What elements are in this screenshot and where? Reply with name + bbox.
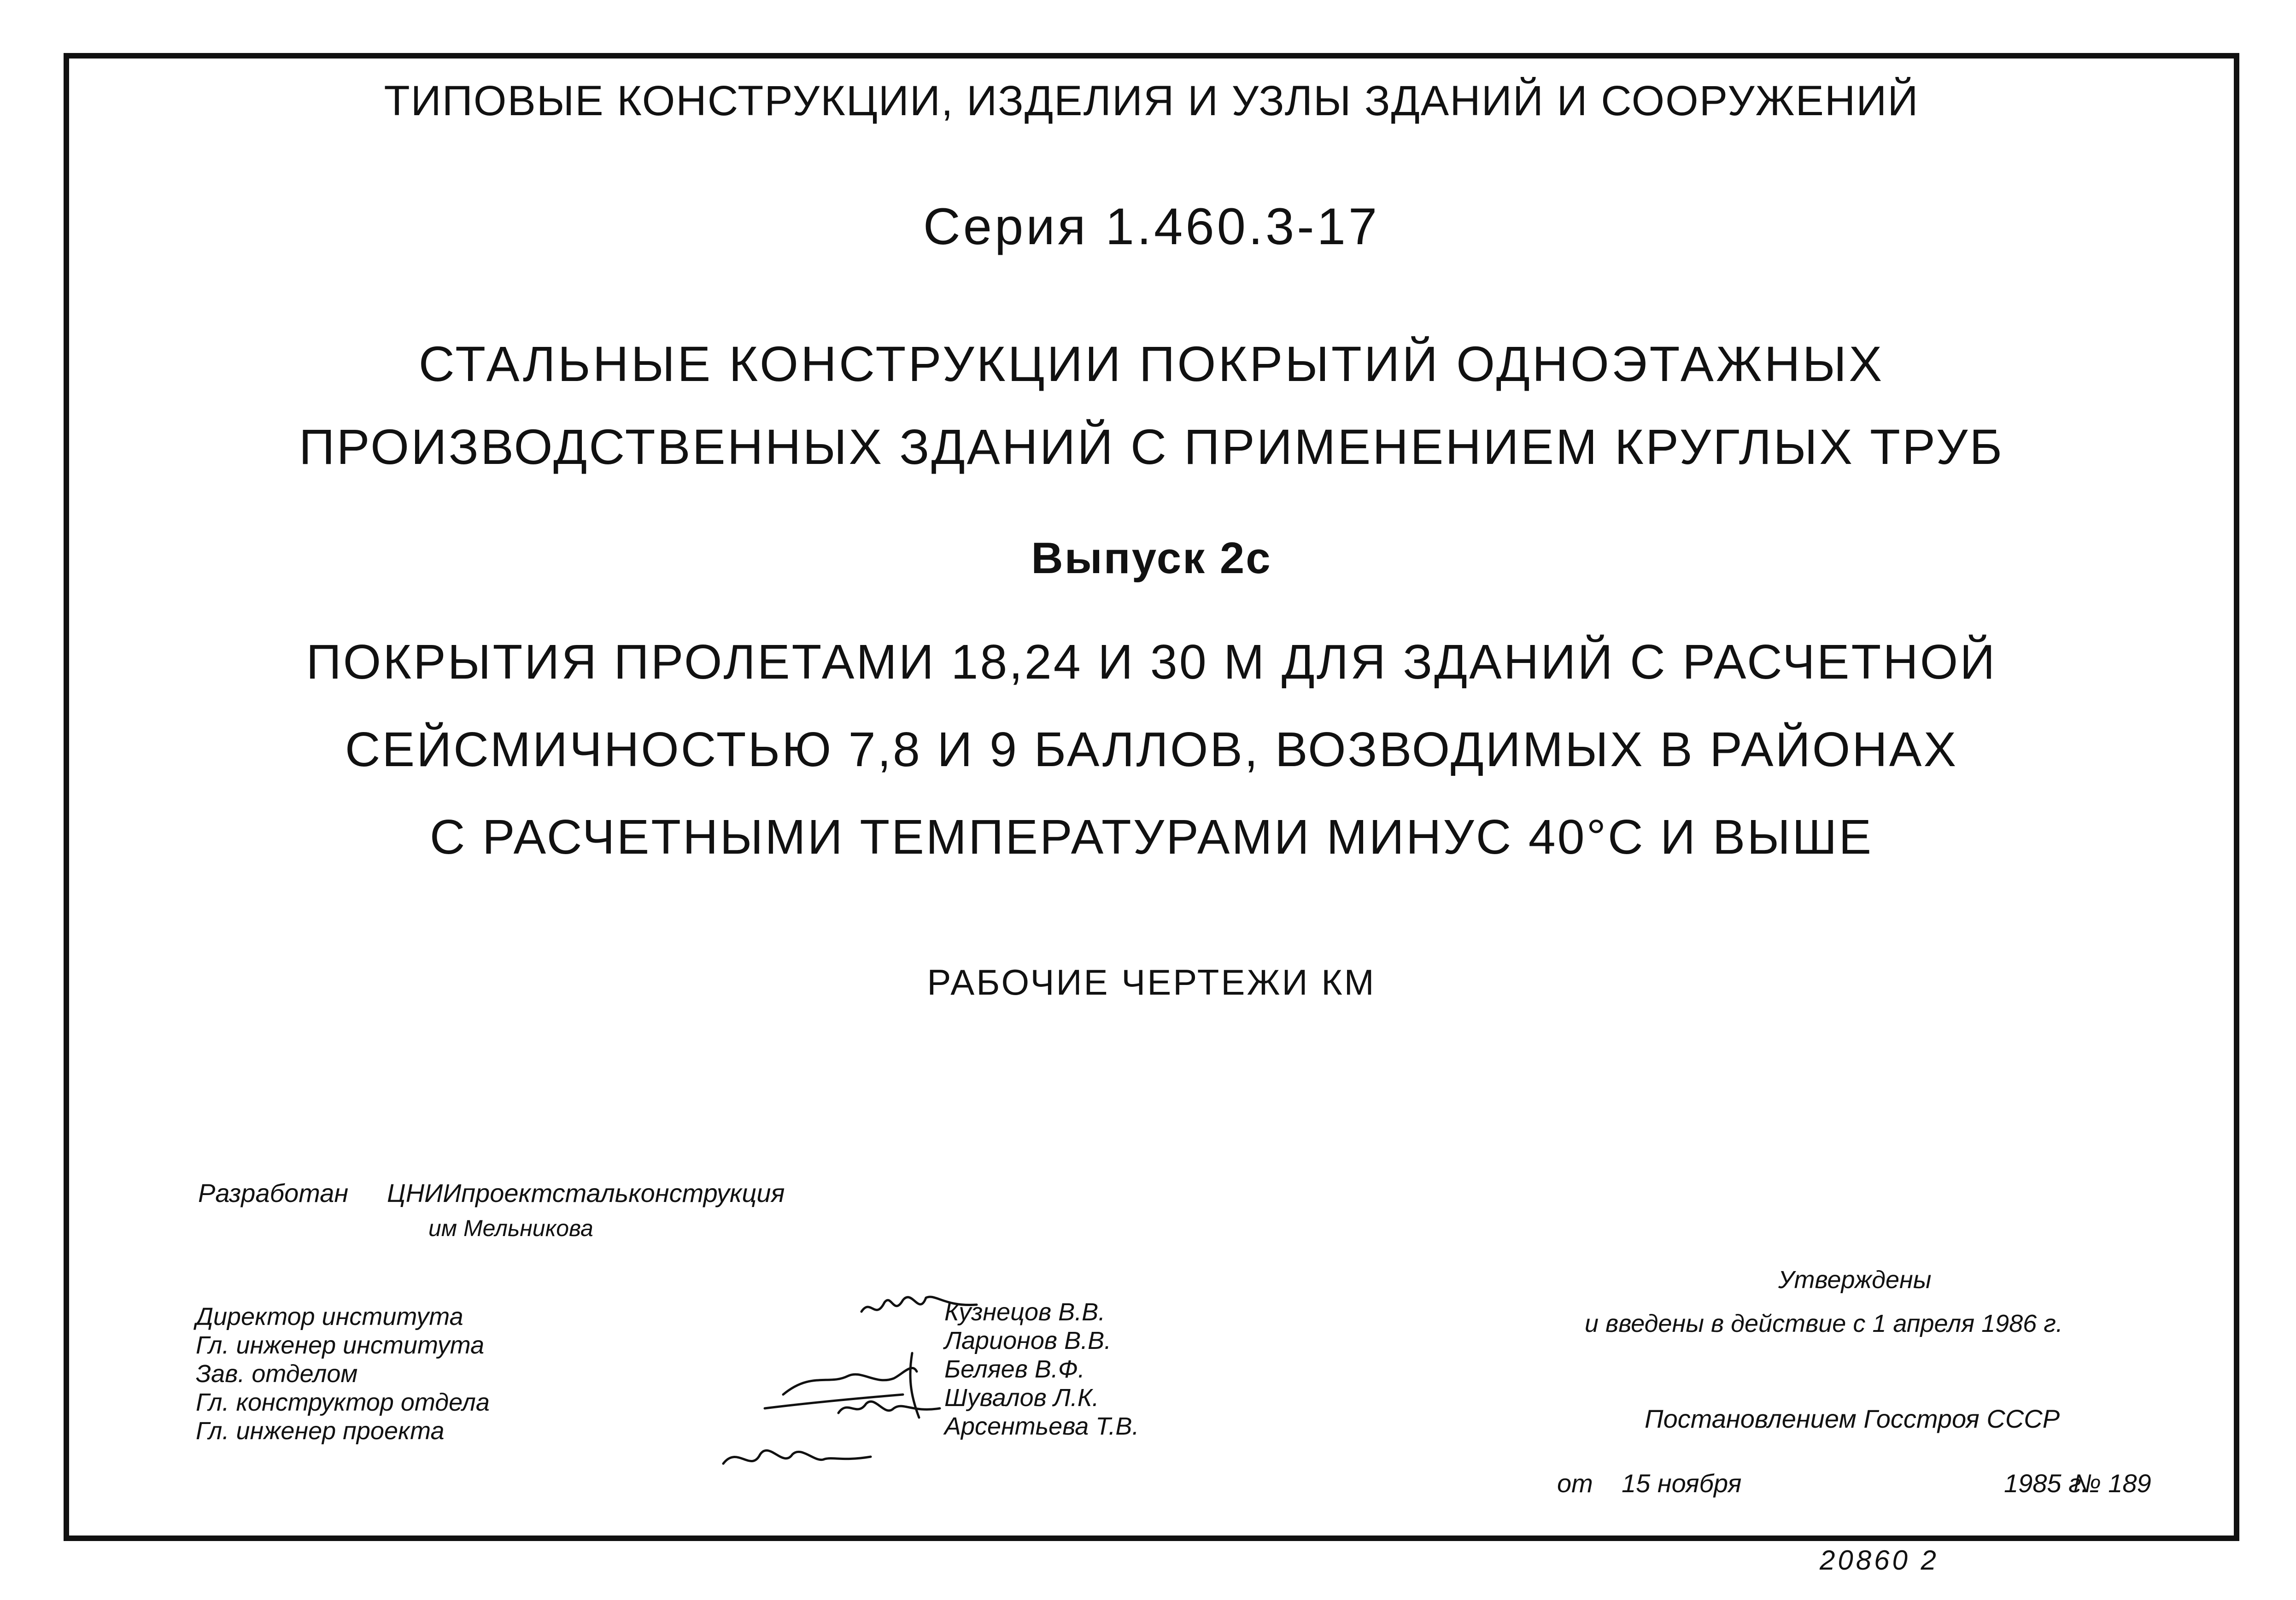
staff-name: Беляев В.Ф. xyxy=(944,1355,1085,1383)
document-kind: РАБОЧИЕ ЧЕРТЕЖИ КМ xyxy=(927,962,1376,1002)
subtitle-line-2: СЕЙСМИЧНОСТЬЮ 7,8 И 9 БАЛЛОВ, ВОЗВОДИМЫХ В РАЙОНАХ xyxy=(345,722,1958,777)
staff-name: Арсентьева Т.В. xyxy=(944,1412,1139,1440)
staff-post: Гл. инженер института xyxy=(196,1331,485,1359)
issue-number: Выпуск 2с xyxy=(1031,533,1272,583)
series-number: Серия 1.460.3-17 xyxy=(923,198,1380,255)
collection-heading: ТИПОВЫЕ КОНСТРУКЦИИ, ИЗДЕЛИЯ И УЗЛЫ ЗДАНИЙ И СООРУЖЕНИЙ xyxy=(384,77,1919,124)
inventory-number: 20860 2 xyxy=(1820,1545,1939,1576)
decree-year: 1985 г. xyxy=(2004,1469,2089,1498)
subtitle-line-3: С РАСЧЕТНЫМИ ТЕМПЕРАТУРАМИ МИНУС 40°С И ВЫШЕ xyxy=(429,810,1874,864)
approval-decree: Постановлением Госстроя СССР xyxy=(1645,1404,2060,1433)
title-line-2: ПРОИЗВОДСТВЕННЫХ ЗДАНИЙ С ПРИМЕНЕНИЕМ КРУГЛЫХ ТРУБ xyxy=(299,419,2004,475)
decree-number: № 189 xyxy=(2073,1469,2151,1498)
staff-name: Кузнецов В.В. xyxy=(944,1298,1106,1326)
staff-post: Зав. отделом xyxy=(196,1360,358,1388)
staff-name: Ларионов В.В. xyxy=(944,1327,1112,1354)
staff-posts xyxy=(196,1302,490,1445)
staff-post: Гл. конструктор отдела xyxy=(196,1389,490,1416)
staff-names xyxy=(944,1298,1139,1441)
developer-org-name: им Мельникова xyxy=(428,1215,593,1241)
staff-post: Директор института xyxy=(196,1303,463,1330)
handwritten-signatures xyxy=(709,1279,981,1519)
staff-post: Гл. инженер проекта xyxy=(196,1417,445,1445)
developer-org: ЦНИИпроектстальконструкция xyxy=(387,1178,785,1207)
title-line-1: СТАЛЬНЫЕ КОНСТРУКЦИИ ПОКРЫТИЙ ОДНОЭТАЖНЫХ xyxy=(418,336,1885,392)
approval-line-2: и введены в действие с 1 апреля 1986 г. xyxy=(1585,1310,2063,1337)
approval-line-1: Утверждены xyxy=(1778,1266,1932,1294)
staff-name: Шувалов Л.К. xyxy=(944,1384,1099,1412)
decree-from-label: от xyxy=(1557,1469,1593,1498)
subtitle-line-1: ПОКРЫТИЯ ПРОЛЕТАМИ 18,24 И 30 М ДЛЯ ЗДАНИЙ С РАСЧЕТНОЙ xyxy=(306,635,1997,689)
title-sheet-frame xyxy=(64,53,2239,1541)
decree-date: 15 ноября xyxy=(1622,1469,1742,1498)
developer-label: Разработан xyxy=(198,1178,349,1207)
